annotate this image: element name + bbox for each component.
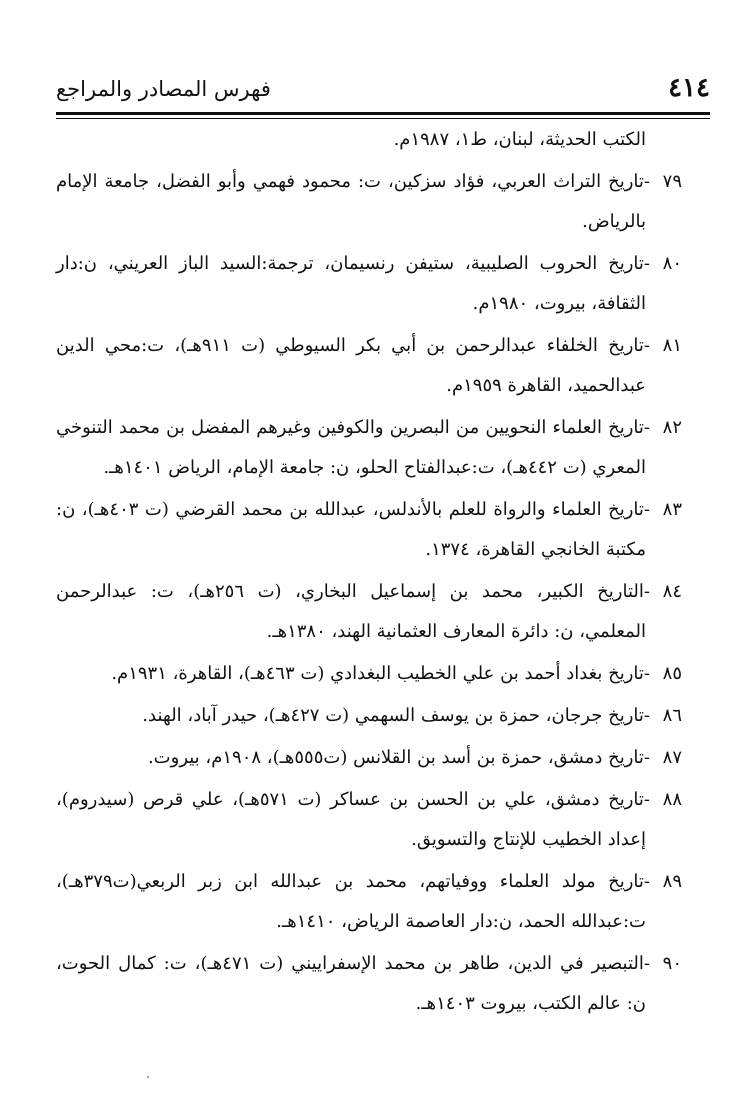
bibliography-entry: ٨٣-تاريخ العلماء والرواة للعلم بالأندلس، عبدالله بن محمد القرضي (ت ٤٠٣هـ)، ن: مكتبة الخانجي القاهرة، ١٣٧٤. [56, 490, 682, 570]
entry-text: تاريخ جرجان، حمزة بن يوسف السهمي (ت ٤٢٧هـ)، حيدر آباد، الهند. [142, 705, 644, 726]
entry-number: ٨٣ [662, 499, 683, 520]
running-title: فهرس المصادر والمراجع [56, 77, 271, 101]
bibliography-entry: ٨٤-التاريخ الكبير، محمد بن إسماعيل البخاري، (ت ٢٥٦هـ)، ت: عبدالرحمن المعلمي، ن: دائرة المعارف العثمانية الهند، ١٣٨٠هـ. [56, 572, 682, 652]
header-rule-thin [56, 118, 710, 119]
bibliography-entry: ٨٥-تاريخ بغداد أحمد بن علي الخطيب البغدادي (ت ٤٦٣هـ)، القاهرة، ١٩٣١م. [56, 654, 682, 694]
bibliography-entry: ٨٢-تاريخ العلماء النحويين من البصرين والكوفين وغيرهم المفضل بن محمد التنوخي المعري (ت ٤٤٢هـ)، ت:عبدالفتاح الحلو، ن: جامعة الإمام، الرياض ١٤٠١هـ. [56, 408, 682, 488]
entry-number: ٨٠ [662, 253, 682, 274]
entry-text: تاريخ مولد العلماء ووفياتهم، محمد بن عبدالله ابن زبر الربعي(ت٣٧٩هـ)، ت:عبدالله الحمد، ن:دار العاصمة الرياض، ١٤١٠هـ. [56, 871, 646, 932]
bibliography-entry: ٨٨-تاريخ دمشق، علي بن الحسن بن عساكر (ت ٥٧١هـ)، علي قرص (سيدروم)، إعداد الخطيب للإنتاج والتسويق. [56, 780, 682, 860]
page-number: ٤١٤ [668, 73, 710, 103]
bibliography-entry: ٩٠-التبصير في الدين، طاهر بن محمد الإسفراييني (ت ٤٧١هـ)، ت: كمال الحوت، ن: عالم الكتب، بيروت ١٤٠٣هـ. [56, 944, 682, 1024]
bibliography-entry: ٨١-تاريخ الخلفاء عبدالرحمن بن أبي بكر السيوطي (ت ٩١١هـ)، ت:محي الدين عبدالحميد، القاهرة ١٩٥٩م. [56, 326, 682, 406]
entry-text: التاريخ الكبير، محمد بن إسماعيل البخاري، (ت ٢٥٦هـ)، ت: عبدالرحمن المعلمي، ن: دائرة المعارف العثمانية الهند، ١٣٨٠هـ. [56, 581, 646, 642]
entry-text: تاريخ التراث العربي، فؤاد سزكين، ت: محمود فهمي وأبو الفضل، جامعة الإمام بالرياض. [56, 171, 646, 232]
entry-text: تاريخ دمشق، حمزة بن أسد بن القلانس (ت٥٥٥هـ)، ١٩٠٨م، بيروت. [147, 747, 644, 768]
page-header [56, 70, 710, 110]
entry-number: ٩٠ [662, 953, 682, 974]
bibliography-entry: ٧٩-تاريخ التراث العربي، فؤاد سزكين، ت: محمود فهمي وأبو الفضل، جامعة الإمام بالرياض. [56, 162, 682, 242]
entry-number: ٨١ [662, 335, 682, 356]
bibliography-entry: ٨٠-تاريخ الحروب الصليبية، ستيفن رنسيمان، ترجمة:السيد الباز العريني، ن:دار الثقافة، بيروت، ١٩٨٠م. [56, 244, 682, 324]
bibliography-list [56, 120, 682, 1026]
bibliography-entry: ٨٧-تاريخ دمشق، حمزة بن أسد بن القلانس (ت٥٥٥هـ)، ١٩٠٨م، بيروت. [56, 738, 682, 778]
header-rule-thick [56, 112, 710, 115]
entry-text: التبصير في الدين، طاهر بن محمد الإسفراييني (ت ٤٧١هـ)، ت: كمال الحوت، ن: عالم الكتب، بيروت ١٤٠٣هـ. [56, 953, 646, 1014]
entry-text: تاريخ العلماء والرواة للعلم بالأندلس، عبدالله بن محمد القرضي (ت ٤٠٣هـ)، ن: مكتبة الخانجي القاهرة، ١٣٧٤. [56, 499, 646, 560]
bibliography-entry: ٨٦-تاريخ جرجان، حمزة بن يوسف السهمي (ت ٤٢٧هـ)، حيدر آباد، الهند. [56, 696, 682, 736]
entry-number: ٨٩ [662, 871, 682, 892]
entry-number: ٨٨ [662, 789, 682, 810]
entry-number: ٨٥ [662, 663, 682, 684]
continuation-line: الكتب الحديثة، لبنان، ط١، ١٩٨٧م. [393, 129, 646, 150]
entry-text: تاريخ بغداد أحمد بن علي الخطيب البغدادي (ت ٤٦٣هـ)، القاهرة، ١٩٣١م. [111, 663, 644, 684]
entry-text: تاريخ الحروب الصليبية، ستيفن رنسيمان، ترجمة:السيد الباز العريني، ن:دار الثقافة، بيروت، ١٩٨٠م. [56, 253, 646, 314]
entry-text: تاريخ الخلفاء عبدالرحمن بن أبي بكر السيوطي (ت ٩١١هـ)، ت:محي الدين عبدالحميد، القاهرة ١٩٥٩م. [56, 335, 646, 396]
entry-number: ٧٩ [662, 171, 682, 192]
bibliography-entry: ٨٩-تاريخ مولد العلماء ووفياتهم، محمد بن عبدالله ابن زبر الربعي(ت٣٧٩هـ)، ت:عبدالله الحمد، ن:دار العاصمة الرياض، ١٤١٠هـ. [56, 862, 682, 942]
entry-number: ٨٧ [662, 747, 682, 768]
entry-number: ٨٦ [662, 705, 682, 726]
entry-number: ٨٤ [662, 581, 682, 602]
entry-text: تاريخ العلماء النحويين من البصرين والكوفين وغيرهم المفضل بن محمد التنوخي المعري (ت ٤٤٢هـ)، ت:عبدالفتاح الحلو، ن: جامعة الإمام، الرياض ١٤٠١هـ. [56, 417, 646, 478]
entry-number: ٨٢ [662, 417, 682, 438]
scan-speck [147, 1076, 149, 1078]
entry-text: تاريخ دمشق، علي بن الحسن بن عساكر (ت ٥٧١هـ)، علي قرص (سيدروم)، إعداد الخطيب للإنتاج والتسويق. [56, 789, 646, 850]
